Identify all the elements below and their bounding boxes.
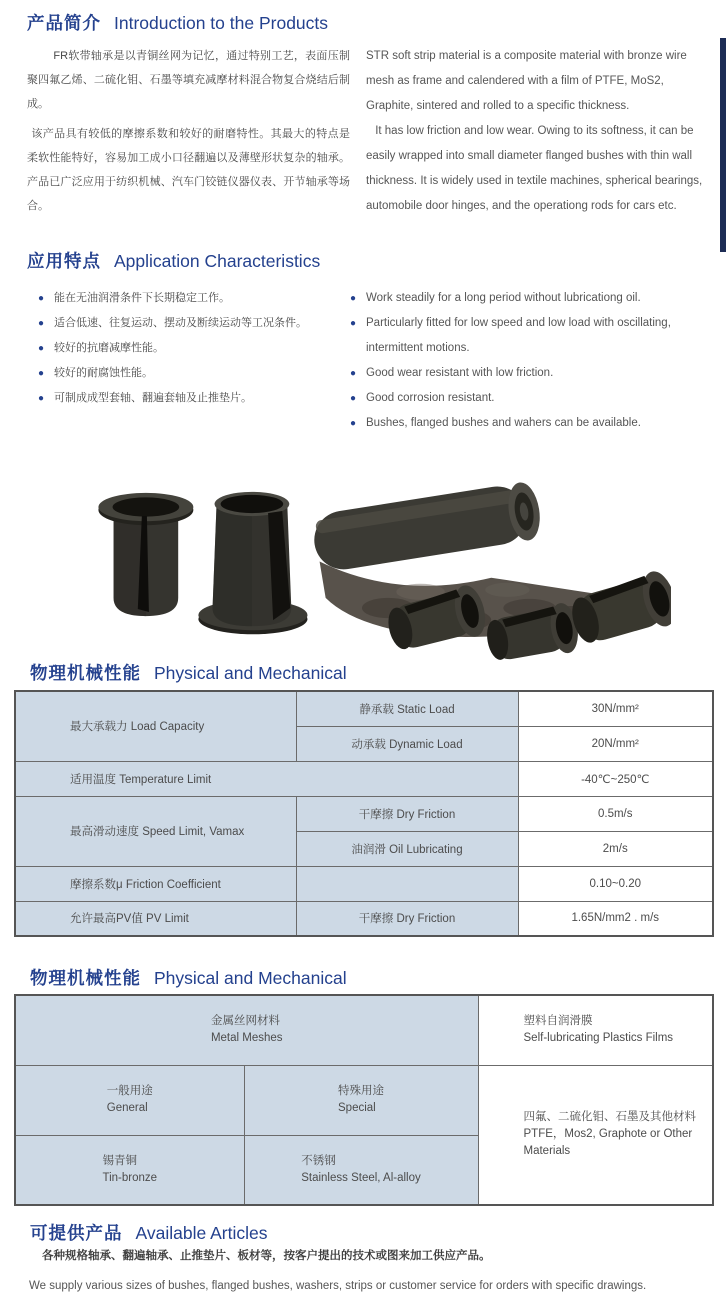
general-use-zh: 一般用途 xyxy=(106,1085,153,1097)
intro-en-paragraph: It has low friction and low wear. Owing to its softness, it can be easily wrapped into small diameter flanged bushes with thin wall thickness. It is widely used in textile machines, spherical bearings, automobile door hinges, and the operationg rods for cars etc. xyxy=(366,125,703,212)
intro-english-column xyxy=(366,44,713,219)
stainless-steel-en: Stainless Steel, Al-alloy xyxy=(301,1171,421,1184)
physical-title-en: Physical and Mechanical xyxy=(154,663,347,683)
film-materials-zh: 四氟、二硫化钼、石墨及其他材料 xyxy=(523,1111,696,1124)
articles-section-title xyxy=(30,1220,267,1245)
empty-cell xyxy=(296,866,518,901)
value-static-load: 30N/mm² xyxy=(518,691,713,726)
cell-stainless-steel xyxy=(244,1135,478,1205)
physical-title-zh: 物理机械性能 xyxy=(30,663,141,683)
feature-list-zh xyxy=(38,286,338,436)
product-photo xyxy=(55,448,671,666)
table-row xyxy=(15,901,713,936)
intro-section-title xyxy=(27,10,328,35)
cond-dry-friction: 干摩擦 Dry Friction xyxy=(296,796,518,831)
intro-title-en: Introduction to the Products xyxy=(114,13,329,33)
general-use-en: General xyxy=(106,1102,148,1114)
cell-special-use xyxy=(244,1065,478,1135)
feature-item-en: ● Work steadily for a long period without lubricationg oil. xyxy=(350,286,712,311)
feature-item-en: ● Bushes, flanged bushes and wahers can be available. xyxy=(350,411,712,436)
bushing-flange-up-shape xyxy=(98,493,193,616)
intro-chinese-column xyxy=(27,44,350,219)
plastics-films-zh: 塑料自润滑膜 xyxy=(523,1015,593,1028)
intro-zh-paragraph: FR软带轴承是以青铜丝网为记忆，通过特别工艺，表面压制聚四氟乙烯、二硫化钼、石墨等填充减摩材料混合物复合烧结后制成。 xyxy=(27,50,350,110)
param-pv-limit: 允许最高PV值 PV Limit xyxy=(15,901,296,936)
articles-title-zh: 可提供产品 xyxy=(30,1223,123,1243)
materials-section-title xyxy=(30,965,347,990)
header-plastics-films xyxy=(478,995,713,1065)
page-edge-stripe xyxy=(720,38,726,252)
cell-general-use xyxy=(15,1065,244,1135)
feature-list-en xyxy=(350,286,712,436)
application-section-title xyxy=(27,248,320,273)
param-temperature-limit: 适用温度 Temperature Limit xyxy=(15,761,518,796)
cond-oil-lubricating: 油润滑 Oil Lubricating xyxy=(296,831,518,866)
special-use-zh: 特殊用途 xyxy=(338,1085,384,1097)
table-row xyxy=(15,866,713,901)
value-temperature-limit: -40℃~250℃ xyxy=(518,761,713,796)
application-feature-lists xyxy=(38,286,714,436)
intro-zh-paragraph: 该产品具有较低的摩擦系数和较好的耐磨特性。其最大的特点是柔软性能特好，容易加工成小口径翻遍以及薄壁形状复杂的轴承。产品已广泛应用于纺织机械、汽车门铰链仪器仪表、开节轴承等场合。 xyxy=(27,128,350,212)
value-oil-lubricating: 2m/s xyxy=(518,831,713,866)
cell-film-materials xyxy=(478,1065,713,1205)
feature-item-en: ● Good corrosion resistant. xyxy=(350,386,712,411)
plastics-films-en: Self-lubricating Plastics Films xyxy=(523,1032,674,1045)
table-row xyxy=(15,995,713,1065)
table-row xyxy=(15,1065,713,1135)
materials-title-en: Physical and Mechanical xyxy=(154,968,347,988)
value-dynamic-load: 20N/mm² xyxy=(518,726,713,761)
cond-static-load: 静承载 Static Load xyxy=(296,691,518,726)
intro-columns xyxy=(27,44,713,219)
param-friction-coefficient: 摩擦系数μ Friction Coefficient xyxy=(15,866,296,901)
feature-item-zh: ● 较好的抗磨减摩性能。 xyxy=(38,336,338,361)
value-dry-friction: 0.5m/s xyxy=(518,796,713,831)
feature-item-zh: ● 适合低速、往复运动、摆动及断续运动等工况条件。 xyxy=(38,311,338,336)
table-row xyxy=(15,761,713,796)
small-bushing-shape xyxy=(566,568,671,651)
stainless-steel-zh: 不锈钢 xyxy=(301,1154,336,1167)
feature-item-zh: ● 能在无油润滑条件下长期稳定工作。 xyxy=(38,286,338,311)
cond-dynamic-load: 动承载 Dynamic Load xyxy=(296,726,518,761)
materials-table xyxy=(14,994,714,1206)
metal-meshes-zh: 金属丝网材料 xyxy=(210,1015,280,1028)
metal-meshes-en: Metal Meshes xyxy=(210,1032,283,1045)
value-friction-coefficient: 0.10~0.20 xyxy=(518,866,713,901)
application-title-zh: 应用特点 xyxy=(27,251,101,271)
value-pv-limit: 1.65N/mm2 . m/s xyxy=(518,901,713,936)
table-row xyxy=(15,796,713,831)
application-title-en: Application Characteristics xyxy=(114,251,321,271)
tin-bronze-en: Tin-bronze xyxy=(102,1171,158,1184)
articles-title-en: Available Articles xyxy=(135,1223,268,1243)
articles-text-zh: 各种规格轴承、翻遍轴承、止推垫片、板材等，按客户提出的技术或图来加工供应产品。 xyxy=(42,1250,491,1262)
physical-section-title xyxy=(30,660,347,685)
cell-tin-bronze xyxy=(15,1135,244,1205)
intro-en-paragraph: STR soft strip material is a composite material with bronze wire mesh as frame and calendered with a film of PTFE, MoS2, Graphite, sintered and rolled to a specific thickness. xyxy=(366,50,687,112)
feature-item-en: ● Particularly fitted for low speed and low load with oscillating, intermittent motions. xyxy=(350,311,712,361)
materials-title-zh: 物理机械性能 xyxy=(30,968,141,988)
bushing-flange-down-shape xyxy=(198,492,307,634)
tin-bronze-zh: 锡青铜 xyxy=(102,1154,137,1167)
intro-title-zh: 产品简介 xyxy=(27,13,101,33)
param-load-capacity: 最大承载力 Load Capacity xyxy=(15,691,296,761)
cond-pv-dry-friction: 干摩擦 Dry Friction xyxy=(296,901,518,936)
physical-properties-table xyxy=(14,690,714,937)
special-use-en: Special xyxy=(338,1102,376,1114)
feature-item-zh: ● 较好的耐腐蚀性能。 xyxy=(38,361,338,386)
feature-item-zh: ● 可制成成型套轴、翻遍套轴及止推垫片。 xyxy=(38,386,338,411)
articles-text-en: We supply various sizes of bushes, flanged bushes, washers, strips or customer service for orders with specific drawings. xyxy=(29,1280,647,1292)
header-metal-meshes xyxy=(15,995,478,1065)
param-speed-limit: 最高滑动速度 Speed Limit, Vamax xyxy=(15,796,296,866)
table-row xyxy=(15,691,713,726)
feature-item-en: ● Good wear resistant with low friction. xyxy=(350,361,712,386)
film-materials-en: PTFE，Mos2, Graphote or Other Materials xyxy=(523,1128,693,1158)
